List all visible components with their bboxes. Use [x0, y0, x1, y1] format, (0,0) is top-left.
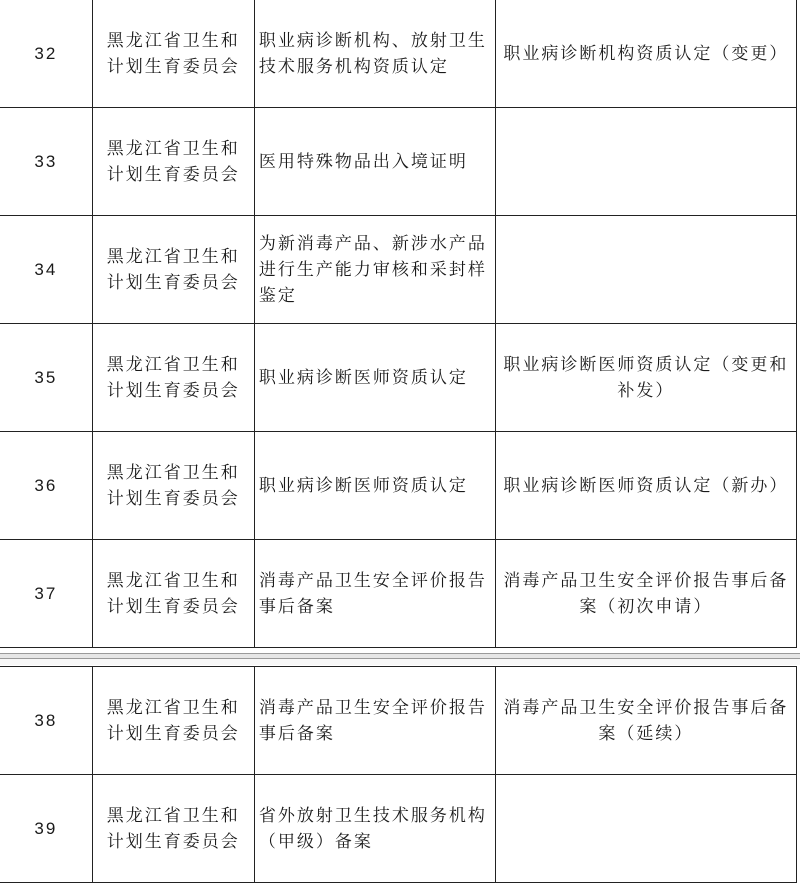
row-number: 35	[0, 324, 92, 432]
department-cell: 黑龙江省卫生和 计划生育委员会	[92, 108, 254, 216]
item-name-cell: 职业病诊断机构、放射卫生技术服务机构资质认定	[254, 0, 495, 108]
sub-item-cell: 消毒产品卫生安全评价报告事后备案（延续）	[495, 667, 796, 775]
sub-item-cell: 消毒产品卫生安全评价报告事后备案（初次申请）	[495, 540, 796, 648]
item-name-cell: 医用特殊物品出入境证明	[254, 108, 495, 216]
item-name-cell: 消毒产品卫生安全评价报告事后备案	[254, 667, 495, 775]
sub-item-cell: 职业病诊断医师资质认定（变更和补发）	[495, 324, 796, 432]
department-cell: 黑龙江省卫生和 计划生育委员会	[92, 775, 254, 883]
row-number: 34	[0, 216, 92, 324]
page-gap	[0, 659, 800, 665]
table-row	[0, 667, 797, 775]
row-number: 36	[0, 432, 92, 540]
row-number: 39	[0, 775, 92, 883]
sub-item-cell	[495, 775, 796, 883]
item-name-cell: 职业病诊断医师资质认定	[254, 432, 495, 540]
table-row	[0, 216, 797, 324]
row-number: 37	[0, 540, 92, 648]
sub-item-cell: 职业病诊断机构资质认定（变更）	[495, 0, 796, 108]
approval-items-table-part2	[0, 666, 797, 883]
department-cell: 黑龙江省卫生和 计划生育委员会	[92, 540, 254, 648]
row-number: 33	[0, 108, 92, 216]
table-row	[0, 324, 797, 432]
item-name-cell: 消毒产品卫生安全评价报告事后备案	[254, 540, 495, 648]
department-cell: 黑龙江省卫生和 计划生育委员会	[92, 667, 254, 775]
table-row	[0, 540, 797, 648]
item-name-cell: 省外放射卫生技术服务机构（甲级）备案	[254, 775, 495, 883]
sub-item-cell	[495, 216, 796, 324]
department-cell: 黑龙江省卫生和 计划生育委员会	[92, 324, 254, 432]
table-row	[0, 775, 797, 883]
sub-item-cell	[495, 108, 796, 216]
table-row	[0, 0, 797, 108]
department-cell: 黑龙江省卫生和 计划生育委员会	[92, 432, 254, 540]
row-number: 32	[0, 0, 92, 108]
item-name-cell: 职业病诊断医师资质认定	[254, 324, 495, 432]
department-cell: 黑龙江省卫生和 计划生育委员会	[92, 0, 254, 108]
sub-item-cell: 职业病诊断医师资质认定（新办）	[495, 432, 796, 540]
row-number: 38	[0, 667, 92, 775]
item-name-cell: 为新消毒产品、新涉水产品进行生产能力审核和采封样鉴定	[254, 216, 495, 324]
department-cell: 黑龙江省卫生和 计划生育委员会	[92, 216, 254, 324]
table-row	[0, 432, 797, 540]
table-row	[0, 108, 797, 216]
